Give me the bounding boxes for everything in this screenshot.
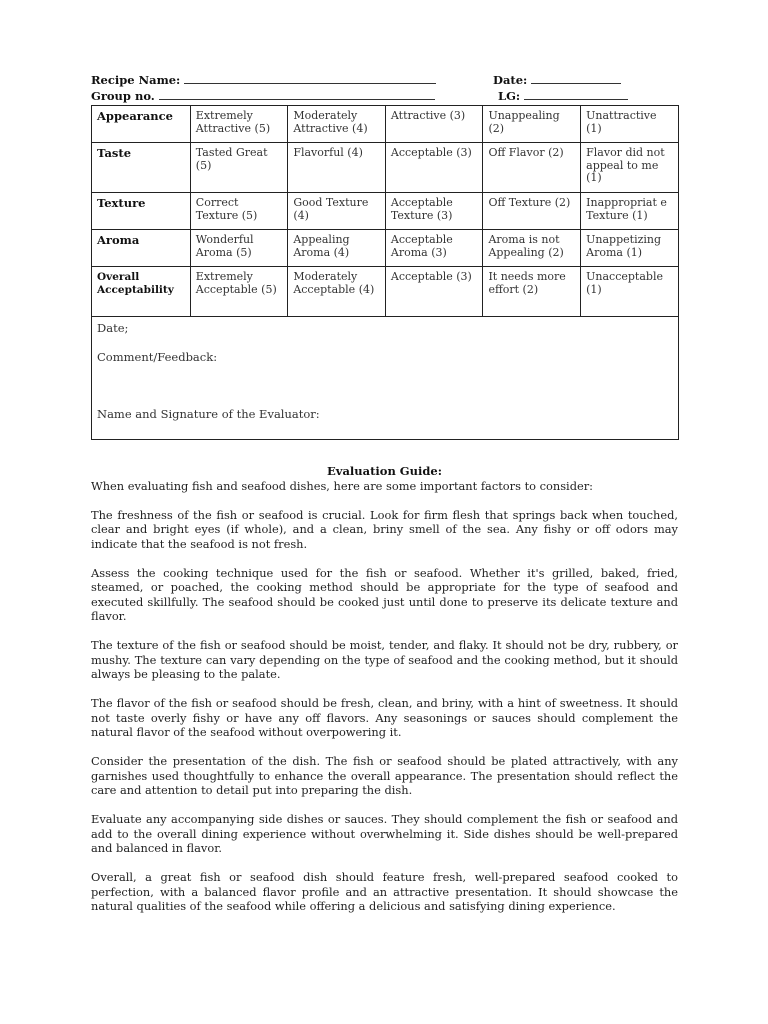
guide-title: Evaluation Guide: <box>327 464 442 478</box>
rating-option-cell[interactable]: Flavor did not appeal to me (1) <box>581 143 679 193</box>
rating-option-cell[interactable]: Extremely Acceptable (5) <box>190 267 288 317</box>
rating-option-cell[interactable]: Good Texture (4) <box>288 193 386 230</box>
rating-row <box>92 106 679 143</box>
rating-option-cell[interactable]: Unappetizing Aroma (1) <box>581 230 679 267</box>
rating-option-cell[interactable]: Unacceptable (1) <box>581 267 679 317</box>
rating-option-cell[interactable]: Acceptable Texture (3) <box>385 193 483 230</box>
comment-feedback-label: Comment/Feedback: <box>97 349 218 364</box>
date-label: Date: <box>493 73 528 87</box>
lg-label: LG: <box>498 89 521 103</box>
lg-field[interactable] <box>498 88 628 103</box>
date-field[interactable] <box>493 72 621 87</box>
rating-option-cell[interactable]: Wonderful Aroma (5) <box>190 230 288 267</box>
rating-option-cell[interactable]: Acceptable Aroma (3) <box>385 230 483 267</box>
lg-line[interactable] <box>524 88 628 100</box>
rating-option-cell[interactable]: Aroma is not Appealing (2) <box>483 230 581 267</box>
comment-date-label: Date; <box>97 321 129 335</box>
rating-option-cell[interactable]: Tasted Great (5) <box>190 143 288 193</box>
guide-paragraph-presentation: Consider the presentation of the dish. The fish or seafood should be plated attractively, with any garnishes used thoughtfully to enhance the overall appearance. The presentation should reflect the care and attention to detail put into preparing the dish. <box>91 754 678 797</box>
rating-row <box>92 267 679 317</box>
guide-paragraph-flavor: The flavor of the fish or seafood should be fresh, clean, and briny, with a hint of sweetness. It should not taste overly fishy or have any off flavors. Any seasonings or sauces should complement the natural flavor of the seafood without overpowering it. <box>91 696 678 739</box>
group-field[interactable] <box>91 88 435 103</box>
criterion-label: Overall Acceptability <box>92 267 191 317</box>
group-label: Group no. <box>91 89 155 103</box>
rating-option-cell[interactable]: Unattractive (1) <box>581 106 679 143</box>
rating-option-cell[interactable]: Appealing Aroma (4) <box>288 230 386 267</box>
rating-option-cell[interactable]: Moderately Acceptable (4) <box>288 267 386 317</box>
guide-paragraph-freshness: The freshness of the fish or seafood is crucial. Look for firm flesh that springs back when touched, clear and bright eyes (if whole), and a clean, briny smell of the sea. Any fishy or off odors may indicate that the seafood is not fresh. <box>91 507 678 551</box>
rating-option-cell[interactable]: Inappropriat e Texture (1) <box>581 193 679 230</box>
evaluation-guide <box>91 464 678 928</box>
rating-option-cell[interactable]: Extremely Attractive (5) <box>190 106 288 143</box>
guide-paragraph-sides: Evaluate any accompanying side dishes or sauces. They should complement the fish or seafood and add to the overall dining experience without overwhelming it. Side dishes should be well-prepared and balanced in flavor. <box>91 812 678 855</box>
group-line[interactable] <box>159 88 435 100</box>
evaluator-signature-label: Name and Signature of the Evaluator: <box>97 406 320 421</box>
guide-paragraph-cooking: Assess the cooking technique used for the fish or seafood. Whether it's grilled, baked, fried, steamed, or poached, the cooking method should be appropriate for the type of seafood and executed skillfully. The seafood should be cooked just until done to preserve its delicate texture and flavor. <box>91 565 678 623</box>
rating-option-cell[interactable]: Unappealing (2) <box>483 106 581 143</box>
comment-box[interactable] <box>92 317 679 440</box>
rating-row <box>92 230 679 267</box>
criterion-label: Taste <box>92 143 191 193</box>
rating-option-cell[interactable]: Acceptable (3) <box>385 143 483 193</box>
guide-intro: When evaluating fish and seafood dishes, here are some important factors to consider: <box>91 478 594 493</box>
recipe-name-field[interactable] <box>91 72 436 87</box>
rating-option-cell[interactable]: Correct Texture (5) <box>190 193 288 230</box>
date-line[interactable] <box>531 72 621 84</box>
rating-option-cell[interactable]: Flavorful (4) <box>288 143 386 193</box>
recipe-name-label: Recipe Name: <box>91 73 181 87</box>
guide-paragraph-overall: Overall, a great fish or seafood dish should feature fresh, well-prepared seafood cooked to perfection, with a balanced flavor profile and an attractive presentation. It should showcase the natural qualities of the seafood while offering a delicious and satisfying dining experience. <box>91 870 678 913</box>
guide-paragraph-texture: The texture of the fish or seafood should be moist, tender, and flaky. It should not be dry, rubbery, or mushy. The texture can vary depending on the type of seafood and the cooking method, but it should always be pleasing to the palate. <box>91 638 678 681</box>
criterion-label: Appearance <box>92 106 191 143</box>
rating-option-cell[interactable]: It needs more effort (2) <box>483 267 581 317</box>
rating-option-cell[interactable]: Off Texture (2) <box>483 193 581 230</box>
comment-row <box>92 317 679 440</box>
rating-table <box>91 105 679 440</box>
rating-row <box>92 143 679 193</box>
rating-option-cell[interactable]: Moderately Attractive (4) <box>288 106 386 143</box>
criterion-label: Aroma <box>92 230 191 267</box>
rating-row <box>92 193 679 230</box>
rating-option-cell[interactable]: Off Flavor (2) <box>483 143 581 193</box>
rating-option-cell[interactable]: Acceptable (3) <box>385 267 483 317</box>
rating-option-cell[interactable]: Attractive (3) <box>385 106 483 143</box>
recipe-name-line[interactable] <box>184 72 436 84</box>
criterion-label: Texture <box>92 193 191 230</box>
